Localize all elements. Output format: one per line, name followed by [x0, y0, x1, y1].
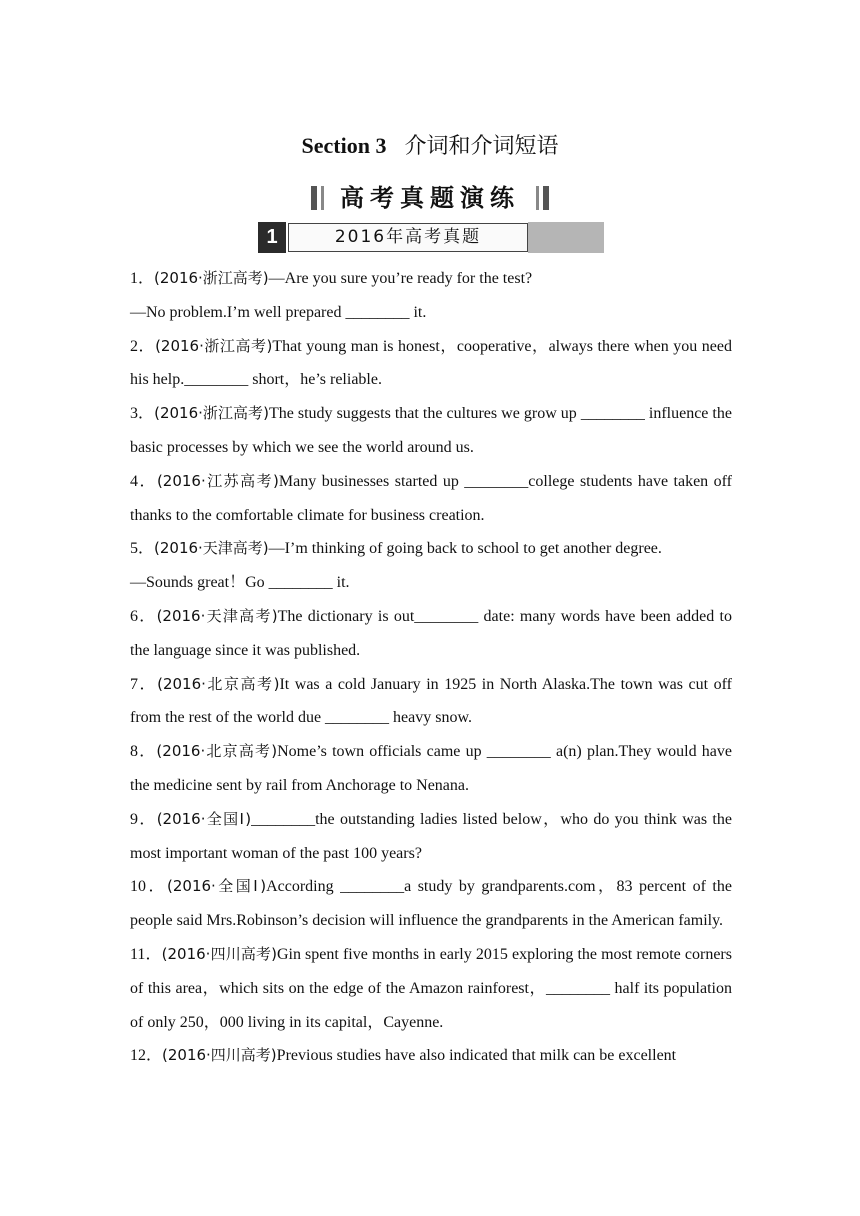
subsection-header [258, 222, 604, 253]
subsection-label: 2016年高考真题 [288, 223, 528, 252]
question-source: (2016·天津高考) [156, 606, 278, 625]
question-line [130, 1039, 732, 1073]
question-line [130, 532, 732, 566]
question-item [130, 735, 732, 803]
question-text: —No problem.I’m well prepared ________ it. [130, 303, 427, 321]
question-text: —Are you sure you’re ready for the test? [268, 270, 533, 287]
section-topic: 介词和介词短语 [404, 134, 559, 159]
question-line [130, 262, 732, 296]
question-source: (2016·北京高考) [156, 742, 278, 761]
banner-bar-icon [321, 186, 324, 210]
subsection-decoration [528, 222, 604, 253]
question-source: (2016·全国Ⅰ) [156, 809, 252, 828]
page-title [0, 129, 860, 160]
banner-bar-icon [311, 186, 317, 210]
question-text: Gin spent five months in early 2015 exploring the most remote corners of this area，which sits on the edge of the Amazon rainforest，________ half its population of only 250，000 living in its capital，Cayenne. [130, 945, 732, 1031]
question-text: It was a cold January in 1925 in North Alaska.The town was cut off from the rest of the world due ________ heavy snow. [130, 675, 732, 727]
question-number: 4． [130, 472, 157, 490]
question-text: According ________a study by grandparents.com，83 percent of the people said Mrs.Robinson’s decision will influence the grandparents in the American family. [130, 878, 732, 930]
question-line [130, 600, 732, 668]
question-line [130, 870, 732, 938]
question-item [130, 465, 732, 533]
question-item [130, 262, 732, 330]
question-number: 8． [130, 743, 157, 761]
question-line [130, 465, 732, 533]
question-number: 5． [130, 540, 155, 558]
question-source: (2016·浙江高考) [154, 404, 269, 423]
question-line [130, 330, 732, 398]
question-text: —I’m thinking of going back to school to get another degree. [268, 540, 662, 558]
question-item [130, 938, 732, 1039]
question-line [130, 803, 732, 871]
question-text: The study suggests that the cultures we grow up ________ influence the basic processes by which we see the world around us. [130, 405, 732, 456]
question-number: 2． [130, 337, 156, 355]
question-text: —Sounds great！Go ________ it. [130, 574, 350, 592]
banner-bar-icon [543, 186, 549, 210]
question-number: 3． [130, 405, 155, 423]
question-source: (2016·四川高考) [162, 1046, 277, 1065]
question-list [130, 262, 732, 1073]
question-text: That young man is honest，cooperative，always there when you need his help.________ short，he’s reliable. [130, 337, 732, 389]
subsection-number: 1 [258, 222, 286, 253]
question-source: (2016·浙江高考) [154, 269, 269, 287]
question-item [130, 397, 732, 465]
question-line [130, 668, 732, 736]
question-line [130, 566, 732, 600]
section-label: Section 3 [301, 133, 387, 158]
question-source: (2016·江苏高考) [156, 471, 279, 490]
question-item [130, 803, 732, 871]
question-line [130, 735, 732, 803]
question-item [130, 1039, 732, 1073]
question-number: 1． [130, 270, 155, 287]
question-text: Previous studies have also indicated that milk can be excellent [276, 1047, 677, 1065]
question-source: (2016·浙江高考) [155, 336, 273, 355]
question-number: 7． [130, 675, 158, 693]
question-number: 9． [130, 810, 157, 828]
banner-text: 高考真题演练 [340, 184, 520, 212]
question-number: 10． [130, 878, 167, 896]
question-text: Nome’s town officials came up ________ a(n) plan.They would have the medicine sent by rail from Anchorage to Nenana. [130, 743, 732, 794]
question-number: 12． [130, 1047, 163, 1065]
question-source: (2016·四川高考) [161, 944, 277, 963]
question-item [130, 668, 732, 736]
question-item [130, 532, 732, 600]
question-line [130, 938, 732, 1039]
question-text: ________the outstanding ladies listed below，who do you think was the most important woman of the past 100 years? [130, 810, 732, 862]
question-text: The dictionary is out________ date: many words have been added to the language since it was published. [130, 607, 732, 659]
question-number: 11． [130, 945, 162, 963]
question-item [130, 600, 732, 668]
question-item [130, 870, 732, 938]
banner-bar-icon [536, 186, 539, 210]
question-text: Many businesses started up ________college students have taken off thanks to the comfortable climate for business creation. [130, 472, 732, 524]
question-source: (2016·全国Ⅰ) [167, 877, 267, 896]
question-line [130, 397, 732, 465]
question-number: 6． [130, 607, 157, 625]
question-source: (2016·北京高考) [157, 674, 280, 693]
question-line [130, 296, 732, 330]
question-item [130, 330, 732, 398]
question-source: (2016·天津高考) [154, 539, 269, 558]
section-banner [0, 178, 860, 213]
